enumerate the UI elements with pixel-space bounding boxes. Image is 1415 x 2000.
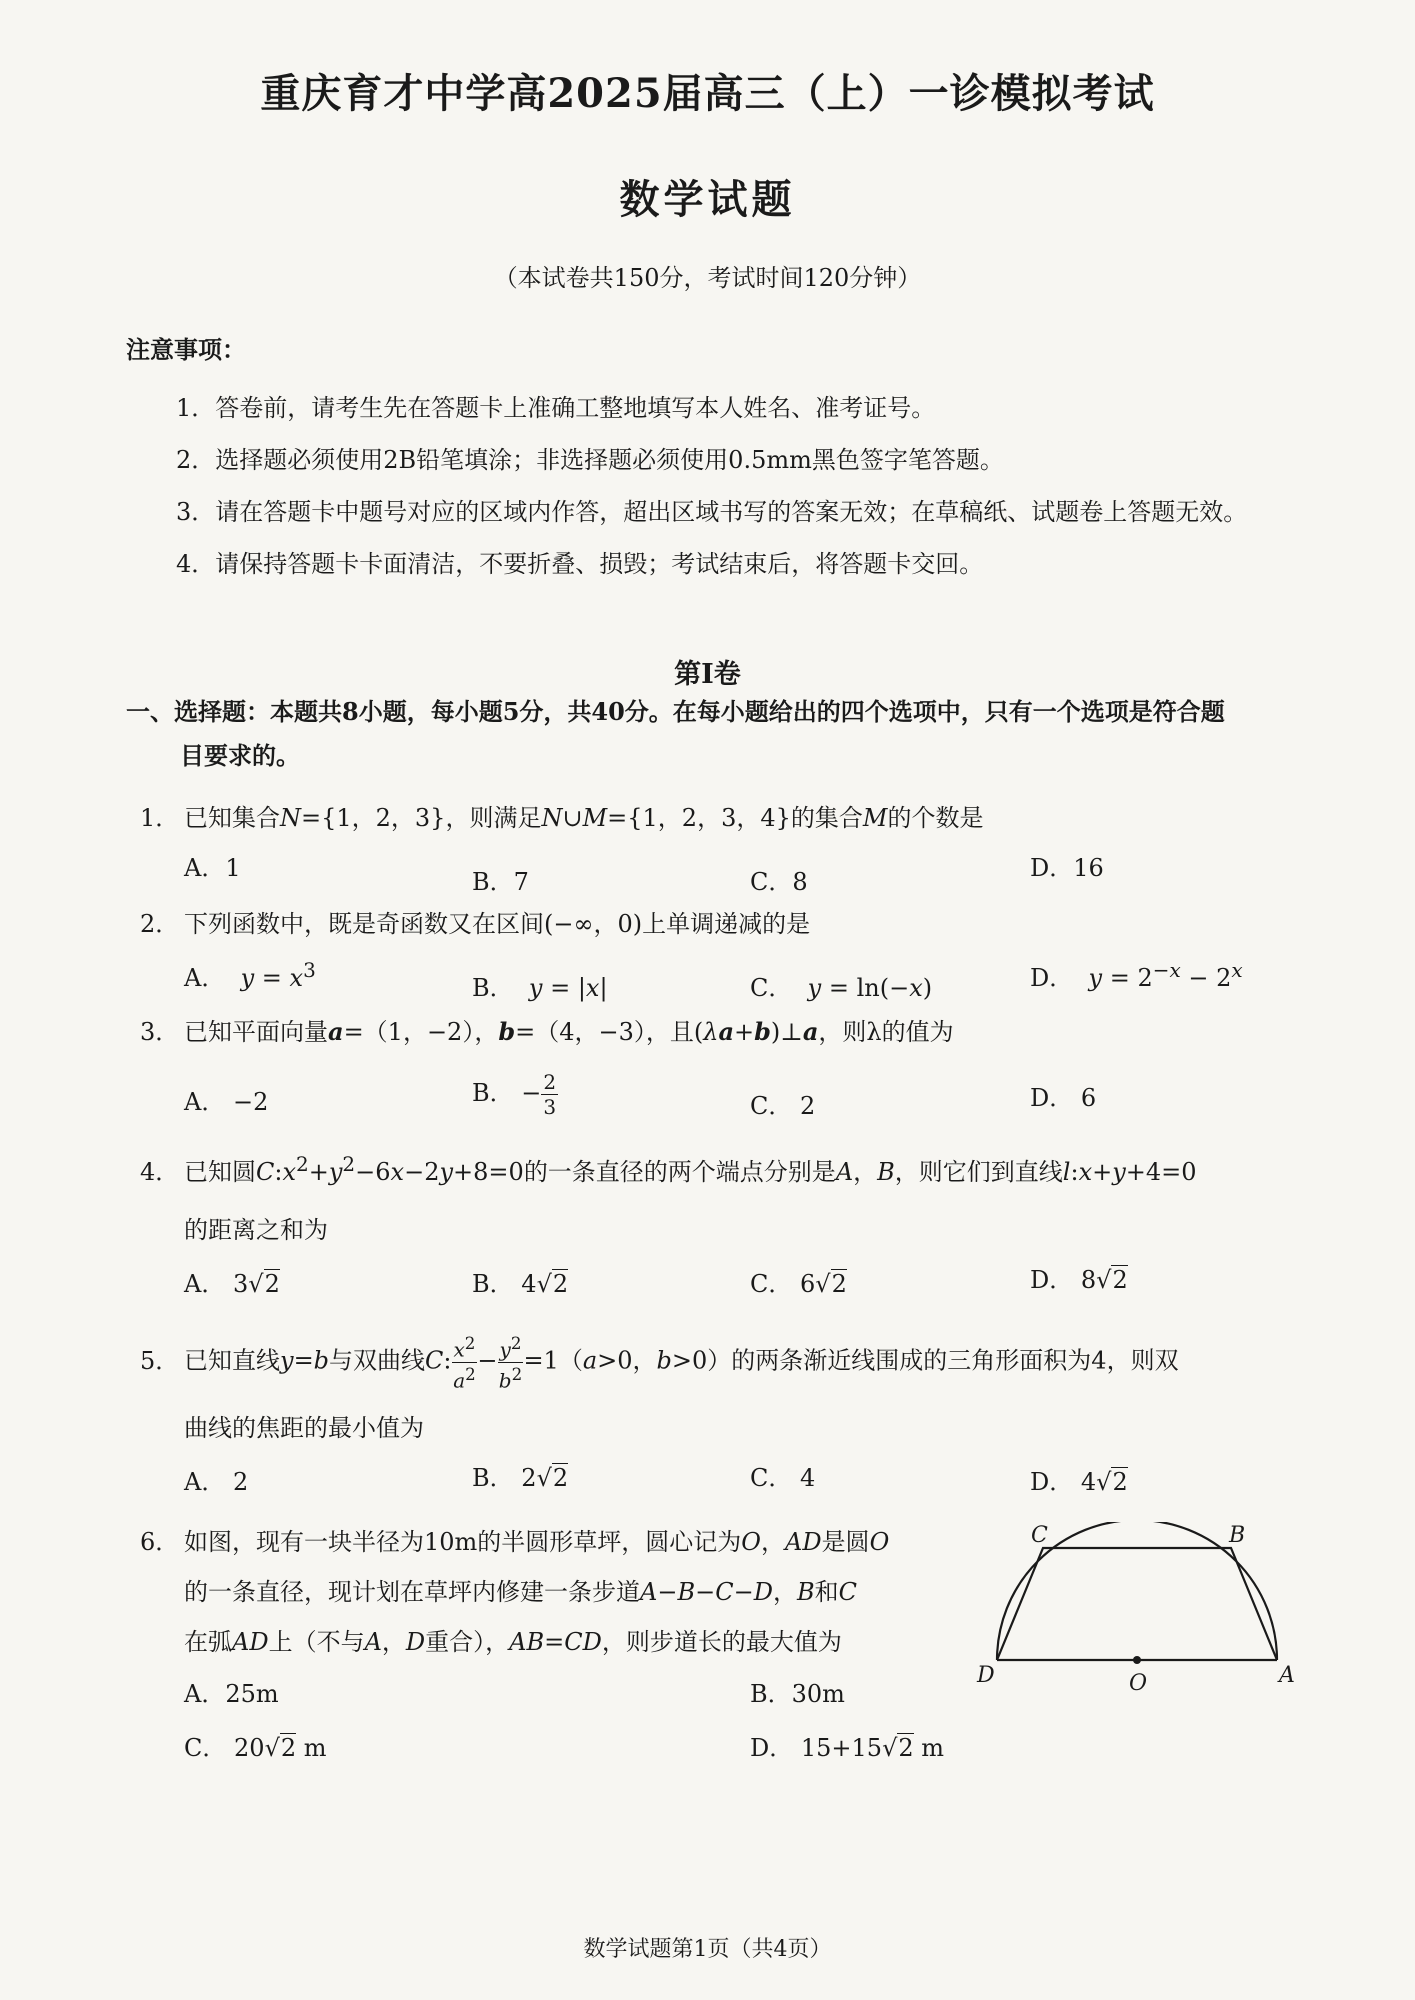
- q4-option-label: B．: [472, 1270, 514, 1298]
- q5-option-value: 2: [521, 1464, 537, 1492]
- label-a: A: [1279, 1663, 1295, 1688]
- q4-stem-a: 已知圆: [184, 1158, 256, 1186]
- q3-stem-d: ，则λ的值为: [818, 1018, 954, 1046]
- q2-option-c: C． y = ln(−x): [750, 974, 933, 1002]
- q4-option-a: A． 3√2: [184, 1270, 280, 1298]
- q6-option-b: B．30m: [750, 1680, 845, 1708]
- q3-option-b: B． − $\frac{2}{3}$: [472, 1070, 557, 1119]
- q5-option-label: C．: [750, 1464, 793, 1492]
- q5-option-label: A．: [184, 1468, 226, 1496]
- q5-option-label: B．: [472, 1464, 514, 1492]
- radicand: 2: [1112, 1266, 1128, 1294]
- center-point: [1133, 1656, 1141, 1664]
- q1-stem-b: ={1，2，3}，则满足: [301, 804, 542, 832]
- q3-stem-c: =（4，−3），且: [515, 1018, 694, 1046]
- q4-stem-c: ，则它们到直线: [894, 1158, 1063, 1186]
- notice-heading: 注意事项：: [126, 335, 246, 364]
- q1-option-c: C．8: [750, 868, 808, 896]
- fraction: $\frac{x^2}{a^2}$: [453, 1334, 476, 1393]
- q4-option-label: A．: [184, 1270, 226, 1298]
- q5-option-d: D． 4√2: [1030, 1468, 1128, 1496]
- q4-option-label: C．: [750, 1270, 793, 1298]
- notice-item-3: 3．请在答题卡中题号对应的区域内作答，超出区域书写的答案无效；在草稿纸、试题卷上答题无效。: [176, 498, 1248, 526]
- q6-line3: 在弧AD上（不与A，D重合），AB=CD，则步道长的最大值为: [184, 1628, 842, 1656]
- fraction: [541, 1070, 558, 1119]
- q6-line2a: 的一条直径，现计划在草坪内修建一条步道: [184, 1578, 640, 1606]
- question-1: 1． 已知集合N={1，2，3}，则满足N∪M={1，2，3，4}的集合M的个数是: [140, 798, 983, 833]
- q3-stem-b: =（1，−2），: [343, 1018, 499, 1046]
- q4-coef: 4: [521, 1270, 537, 1298]
- q3-option-d: [1030, 1078, 1096, 1113]
- q4-stem-line2: 的距离之和为: [184, 1216, 328, 1244]
- q2-option-label: D．: [1030, 964, 1074, 992]
- q2-option-label: C．: [750, 974, 793, 1002]
- q5-stem-b: 与双曲线: [329, 1346, 426, 1375]
- question-6: 6． 如图，现有一块半径为10m的半圆形草坪，圆心记为O，AD是圆O: [140, 1522, 889, 1557]
- section-heading-line1: 一、选择题：本题共8小题，每小题5分，共40分。在每小题给出的四个选项中，只有一个选项是符合题: [126, 697, 1225, 726]
- q6-line3a: 在弧: [184, 1628, 232, 1656]
- q4-option-b: B． 4√2: [472, 1270, 569, 1298]
- q6-line3c: 重合），: [425, 1628, 510, 1656]
- question-number: 3．: [140, 1018, 180, 1046]
- q5-option-b: B． 2√2: [472, 1464, 569, 1492]
- semicircle-figure: [975, 1522, 1305, 1702]
- label-c: C: [1031, 1523, 1048, 1548]
- page-footer: 数学试题第1页（共4页）: [583, 1937, 832, 1962]
- q4-option-c: C． 6√2: [750, 1270, 847, 1298]
- q3-option-label: C．: [750, 1092, 793, 1120]
- q3-option-value: 6: [1080, 1084, 1097, 1112]
- volume-title: 第Ⅰ卷: [674, 659, 741, 690]
- q6-line2: 的一条直径，现计划在草坪内修建一条步道A−B−C−D，B和C: [184, 1578, 857, 1606]
- radicand: 2: [831, 1270, 847, 1298]
- q6-line3d: ，则步道长的最大值为: [601, 1628, 842, 1656]
- q2-option-label: B．: [472, 974, 514, 1002]
- radicand: 2: [280, 1734, 297, 1762]
- question-3: 3． 已知平面向量a=（1，−2），b=（4，−3），且(λa+b)⊥a，则λ的值为: [140, 1012, 954, 1047]
- q2-option-b: B． y = |x|: [472, 974, 608, 1002]
- q6-option-unit: m: [296, 1734, 327, 1762]
- q6-line3b: 上（不与: [268, 1628, 365, 1656]
- section-heading-line2: 目要求的。: [180, 741, 300, 770]
- q6-line1b: 是圆: [821, 1528, 870, 1556]
- q3-option-a: [184, 1082, 268, 1117]
- q6-option-a: A．25m: [184, 1680, 279, 1708]
- q1-option-a: A．1: [184, 854, 241, 882]
- label-d: D: [977, 1663, 995, 1688]
- q3-stem-a: 已知平面向量: [184, 1018, 328, 1046]
- q5-option-value: 2: [232, 1468, 249, 1496]
- q2-stem: 下列函数中，既是奇函数又在区间(−∞，0)上单调递减的是: [184, 910, 811, 938]
- question-number: 2．: [140, 910, 180, 938]
- q2-option-a: A． $y = x^3$: [184, 958, 316, 992]
- q3-option-label: A．: [184, 1088, 226, 1116]
- section-heading: [126, 690, 1316, 778]
- q6-option-unit: m: [913, 1734, 945, 1762]
- q3-option-c: [750, 1086, 815, 1121]
- fraction-numerator: 2: [543, 1070, 557, 1094]
- q5-stem-d: ）的两条渐近线围成的三角形面积为4，则双: [707, 1346, 1179, 1375]
- exam-title: 重庆育才中学高2025届高三（上）一诊模拟考试: [260, 70, 1155, 117]
- notice-item-4: 4．请保持答题卡卡面清洁，不要折叠、损毁；考试结束后，将答题卡交回。: [176, 550, 984, 578]
- radicand: 2: [552, 1464, 569, 1492]
- q4-coef: 8: [1080, 1266, 1097, 1294]
- q3-option-value: 2: [800, 1092, 816, 1120]
- q4-option-d: D． 8√2: [1030, 1266, 1128, 1294]
- path-dcba: [997, 1548, 1277, 1660]
- q2-option-label: A．: [184, 964, 226, 992]
- question-number: 5．: [140, 1346, 180, 1375]
- label-o: O: [1129, 1671, 1148, 1696]
- q4-coef: 3: [232, 1270, 249, 1298]
- q6-option-d: D． 15+15√2 m: [750, 1734, 945, 1762]
- q4-coef: 6: [800, 1270, 816, 1298]
- q5-stem-line2: 曲线的焦距的最小值为: [184, 1414, 424, 1442]
- radicand: 2: [1112, 1468, 1128, 1496]
- radicand: 2: [898, 1734, 914, 1762]
- q4-option-label: D．: [1030, 1266, 1074, 1294]
- subject-title: 数学试题: [619, 176, 796, 223]
- exam-info: （本试卷共150分，考试时间120分钟）: [493, 264, 922, 292]
- question-5: 5． 已知直线y=b与双曲线C: $\frac{x^2}{a^2}$ − $\frac{y^2}{b^2}$ =1（a>0，b>0）的两条渐近线围成的三角形面积为4，则双: [140, 1334, 1179, 1393]
- radicand: 2: [552, 1270, 569, 1298]
- notice-item-1: 1．答卷前，请考生先在答题卡上准确工整地填写本人姓名、准考证号。: [176, 394, 936, 422]
- question-number: 1．: [140, 804, 180, 832]
- q5-option-a: [184, 1462, 248, 1497]
- notice-item-2: 2．选择题必须使用2B铅笔填涂；非选择题必须使用0.5mm黑色签字笔答题。: [176, 446, 1004, 474]
- q6-line1: 如图，现有一块半径为10m的半圆形草坪，圆心记为: [184, 1528, 742, 1556]
- q6-line2b: 和: [814, 1578, 839, 1606]
- q5-option-label: D．: [1030, 1468, 1074, 1496]
- label-b: B: [1229, 1523, 1246, 1548]
- question-number: 6．: [140, 1528, 180, 1556]
- q1-option-b: B．7: [472, 868, 529, 896]
- fraction: $\frac{y^2}{b^2}$: [498, 1334, 523, 1393]
- q2-option-d: D． $y = 2^{-x} - 2^x$: [1030, 958, 1243, 992]
- q1-stem-d: 的个数是: [887, 804, 984, 832]
- question-2: [140, 904, 810, 939]
- question-number: 4．: [140, 1158, 180, 1186]
- q4-stem-b: 的一条直径的两个端点分别是: [523, 1158, 836, 1186]
- question-4: 4． 已知圆$C:x^2+y^2-6x-2y+8=0$的一条直径的两个端点分别是A，B，则它们到直线l:x+y+4=0: [140, 1152, 1197, 1186]
- q3-option-label: B．: [472, 1079, 514, 1107]
- q3-option-value: −2: [232, 1088, 269, 1116]
- q6-option-coef: 20: [234, 1734, 265, 1762]
- fraction-denominator: 3: [543, 1095, 557, 1119]
- q1-stem-a: 已知集合: [184, 804, 280, 832]
- q5-option-value: 4: [800, 1464, 816, 1492]
- radicand: 2: [264, 1270, 280, 1298]
- q6-option-c: C． 20√2 m: [184, 1734, 327, 1762]
- q3-option-label: D．: [1030, 1084, 1074, 1112]
- q5-option-value: 4: [1080, 1468, 1097, 1496]
- q6-option-pre: 15+15: [800, 1734, 883, 1762]
- q5-option-c: [750, 1458, 815, 1493]
- q1-option-d: D．16: [1030, 854, 1104, 882]
- q1-stem-c: ={1，2，3，4}的集合: [607, 804, 863, 832]
- q5-stem-c: （: [558, 1346, 583, 1375]
- q6-option-label: D．: [750, 1734, 794, 1762]
- q6-option-label: C．: [184, 1734, 227, 1762]
- q5-stem-a: 已知直线: [184, 1346, 280, 1375]
